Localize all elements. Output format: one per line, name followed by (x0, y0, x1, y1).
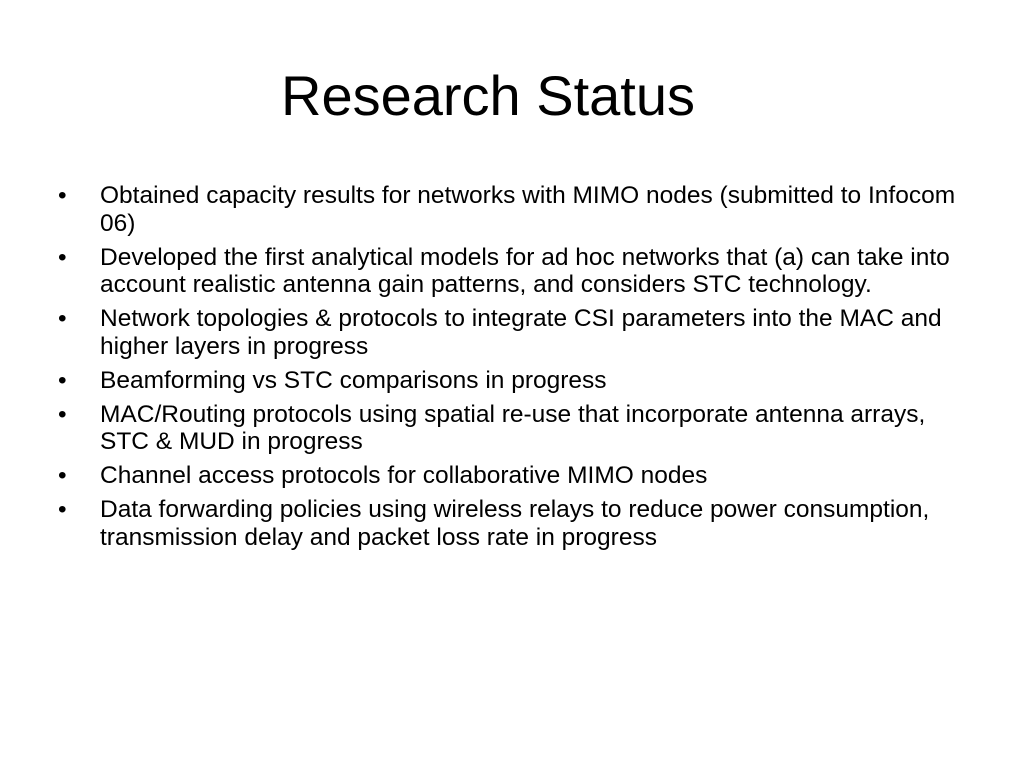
bullet-dot: • (58, 305, 67, 332)
bullet-list (58, 182, 978, 558)
bullet-text: Beamforming vs STC comparisons in progress (100, 366, 607, 394)
bullet-item (58, 367, 978, 395)
bullet-text: Network topologies & protocols to integrate CSI parameters into the MAC and higher layers in progress (100, 305, 942, 360)
bullet-dot: • (58, 400, 67, 428)
bullet-dot: • (58, 496, 67, 523)
bullet-text: Data forwarding policies using wireless relays to reduce power consumption, transmission delay and packet loss rate in progress (100, 496, 930, 551)
bullet-item (58, 462, 978, 490)
bullet-item (58, 182, 978, 237)
bullet-text: Obtained capacity results for networks with MIMO nodes (submitted to Infocom 06) (100, 182, 956, 237)
bullet-text: Developed the first analytical models for ad hoc networks that (a) can take into account realistic antenna gain patterns, and considers STC technology. (100, 243, 950, 298)
bullet-dot: • (58, 462, 67, 489)
bullet-item (58, 305, 978, 360)
bullet-item (58, 244, 978, 299)
bullet-dot: • (58, 366, 67, 394)
bullet-dot: • (58, 182, 67, 209)
bullet-dot: • (58, 243, 67, 271)
bullet-text: MAC/Routing protocols using spatial re-use that incorporate antenna arrays, STC & MUD in progress (100, 400, 926, 455)
bullet-item (58, 496, 978, 551)
bullet-text: Channel access protocols for collaborative MIMO nodes (100, 462, 708, 489)
slide-title: Research Status (281, 64, 695, 127)
bullet-item (58, 401, 978, 456)
